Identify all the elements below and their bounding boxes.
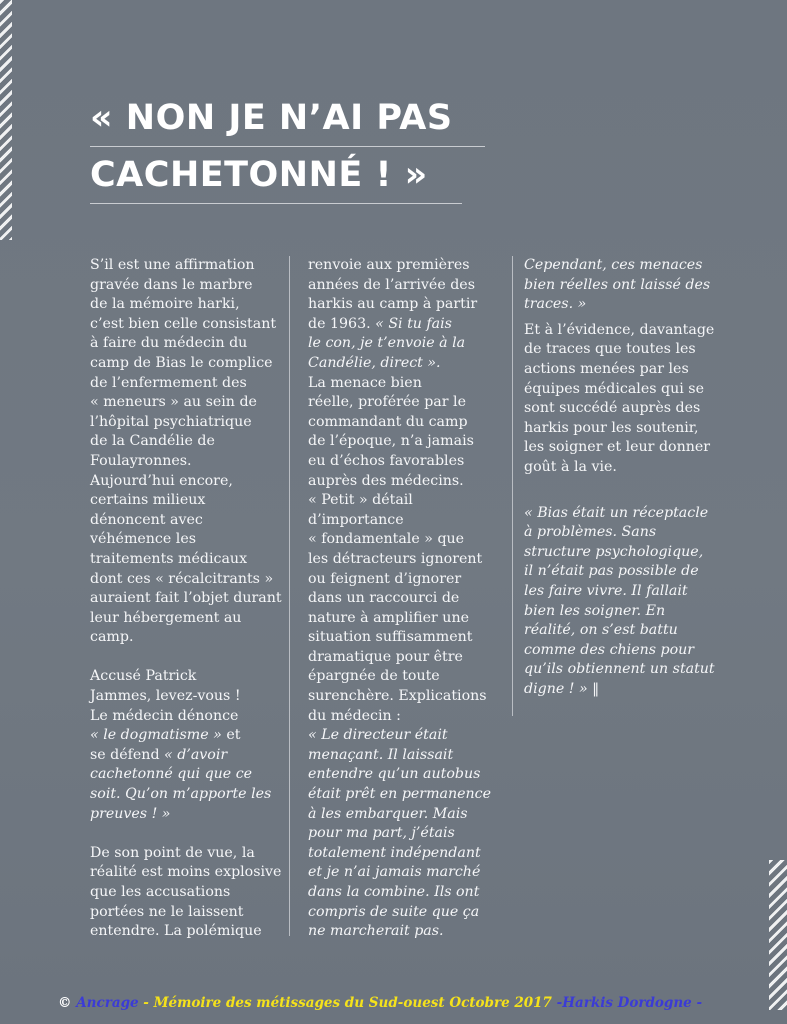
text-line: Et à l’évidence, davantage <box>524 321 715 338</box>
text-line: Accusé Patrick <box>90 668 197 685</box>
title-rule-1 <box>90 146 485 147</box>
text-line: de l’époque, n’a jamais <box>308 433 474 450</box>
text-line: De son point de vue, la <box>90 844 255 861</box>
text-fragment: de 1963. <box>308 315 376 332</box>
text-line: à les embarquer. Mais <box>308 805 468 822</box>
text-line: de traces que toutes les <box>524 341 696 358</box>
text-line: Jammes, levez-vous ! <box>90 688 241 705</box>
text-line: à problèmes. Sans <box>524 524 657 541</box>
text-line: nature à amplifier une <box>308 609 469 626</box>
text-line: l’hôpital psychiatrique <box>90 413 252 430</box>
quote-fragment: « Si tu fais <box>375 315 452 332</box>
text-line: qu’ils obtiennent un statut <box>524 661 715 678</box>
end-mark: ‖ <box>587 680 600 697</box>
footer-ancrage: Ancrage <box>76 995 139 1011</box>
text-line: auprès des médecins. <box>308 472 464 489</box>
quote-fragment: « d’avoir <box>164 746 228 763</box>
text-line: réalité, on s’est battu <box>524 622 678 639</box>
text-line: structure psychologique, <box>524 543 704 560</box>
text-line: camp. <box>90 629 134 646</box>
text-line: à faire du médecin du <box>90 335 248 352</box>
title-line-2: CACHETONNÉ ! » <box>90 155 428 195</box>
text-line: « Petit » détail <box>308 492 413 509</box>
paragraph-2-line <box>90 746 282 766</box>
text-line: dénoncent avec <box>90 511 203 528</box>
quote-line: cachetonné qui que ce <box>90 766 253 783</box>
text-line: dramatique pour être <box>308 648 463 665</box>
text-line: Aujourd’hui encore, <box>90 472 233 489</box>
text-line: traces. » <box>524 296 587 313</box>
quote-dogmatisme: « le dogmatisme » <box>90 727 222 744</box>
text-line: pour ma part, j’étais <box>308 825 455 842</box>
column-divider-1 <box>289 256 290 936</box>
text-line: ne marcherait pas. <box>308 923 444 940</box>
text-line: S’il est une affirmation <box>90 257 255 273</box>
text-line: actions menées par les <box>524 360 689 377</box>
quote-fragment: digne ! » <box>524 680 588 697</box>
text-line: de la mémoire harki, <box>90 296 240 313</box>
article-title <box>90 96 485 210</box>
text-line: et je n’ai jamais marché <box>308 864 481 881</box>
text-line: totalement indépendant <box>308 844 481 861</box>
title-line-1: « NON JE N’AI PAS <box>90 98 453 138</box>
quote-last-line <box>524 680 710 700</box>
text-line: commandant du camp <box>308 413 468 430</box>
text-line: camp de Bias le complice <box>90 354 273 371</box>
text-line: harkis pour les soutenir, <box>524 419 699 436</box>
text-line: sont succédé auprès des <box>524 400 701 417</box>
text-line: le con, je t’envoie à la <box>308 335 466 352</box>
text-line: leur hébergement au <box>90 609 242 626</box>
text-line: auraient fait l’objet durant <box>90 590 282 607</box>
text-line: épargnée de toute <box>308 668 440 685</box>
text-line: entendre. La polémique <box>90 923 262 940</box>
text-line: « Bias était un réceptacle <box>524 504 709 521</box>
text-column-3 <box>524 256 715 699</box>
text-line: Foulayronnes. <box>90 452 192 469</box>
text-line: menaçant. Il laissait <box>308 746 454 763</box>
text-line: Le médecin dénonce <box>90 707 239 724</box>
copyright-symbol: © <box>58 995 72 1011</box>
text-line: c’est bien celle consistant <box>90 315 277 332</box>
footer-harkis: -Harkis Dordogne - <box>556 995 703 1011</box>
text-column-2 <box>308 256 508 942</box>
footer-middle: - Mémoire des métissages du Sud-ouest Octobre 2017 <box>138 995 557 1011</box>
text-line: bien les soigner. En <box>524 602 666 619</box>
text-line: ou feignent d’ignorer <box>308 570 462 587</box>
text-line: bien réelles ont laissé des <box>524 276 711 293</box>
paragraph-3 <box>90 844 282 942</box>
text-line: que les accusations <box>90 884 231 900</box>
text-line: de l’enfermement des <box>90 374 247 391</box>
text-line: eu d’échos favorables <box>308 452 465 469</box>
text-line: harkis au camp à partir <box>308 296 478 313</box>
text-line: « meneurs » au sein de <box>90 394 257 411</box>
text-line: Candélie, direct ». <box>308 354 441 371</box>
text-line: portées ne le laissent <box>90 903 244 920</box>
text-fragment: et <box>221 727 241 744</box>
decorative-stripes-left <box>0 0 12 240</box>
text-line: dont ces « récalcitrants » <box>90 570 274 587</box>
text-line: équipes médicales qui se <box>524 380 704 397</box>
text-line: certains milieux <box>90 492 206 509</box>
quote-line: preuves ! » <box>90 805 171 822</box>
text-line: réalité est moins explosive <box>90 864 282 881</box>
text-line: surenchère. Explications <box>308 688 487 705</box>
quote-line: soit. Qu’on m’apporte les <box>90 786 272 803</box>
paragraph-1 <box>90 256 282 648</box>
text-line: compris de suite que ça <box>308 903 480 920</box>
text-line: de la Candélie de <box>90 433 215 450</box>
text-line: goût à la vie. <box>524 458 617 475</box>
text-line: les faire vivre. Il fallait <box>524 582 688 599</box>
text-line: La menace bien <box>308 374 422 391</box>
text-line: renvoie aux premières <box>308 257 470 273</box>
paragraph-2-line <box>90 726 282 746</box>
title-rule-2 <box>90 203 462 204</box>
text-line: années de l’arrivée des <box>308 276 475 293</box>
text-line: d’importance <box>308 511 404 528</box>
column-divider-2 <box>512 256 513 716</box>
text-line: « fondamentale » que <box>308 531 465 548</box>
footer-credit <box>58 995 778 1011</box>
text-line: entendre qu’un autobus <box>308 766 481 783</box>
text-line: réelle, proférée par le <box>308 394 466 411</box>
text-line: les détracteurs ignorent <box>308 550 483 567</box>
text-line: comme des chiens pour <box>524 641 695 658</box>
text-line: gravée dans le marbre <box>90 276 253 293</box>
text-line: était prêt en permanence <box>308 786 492 803</box>
text-line: situation suffisamment <box>308 629 473 646</box>
text-line: du médecin : <box>308 707 401 724</box>
paragraph-line <box>308 315 508 335</box>
text-fragment: se défend <box>90 746 165 763</box>
text-line: traitements médicaux <box>90 550 248 567</box>
text-line: il n’était pas possible de <box>524 563 699 580</box>
text-column-1 <box>90 256 282 942</box>
decorative-stripes-right <box>769 860 787 1010</box>
text-line: Cependant, ces menaces <box>524 257 703 273</box>
paragraph-2 <box>90 667 282 824</box>
text-line: dans un raccourci de <box>308 590 460 607</box>
text-line: véhémence les <box>90 531 196 548</box>
text-line: « Le directeur était <box>308 727 448 744</box>
text-line: dans la combine. Ils ont <box>308 884 480 900</box>
text-line: les soigner et leur donner <box>524 439 711 456</box>
